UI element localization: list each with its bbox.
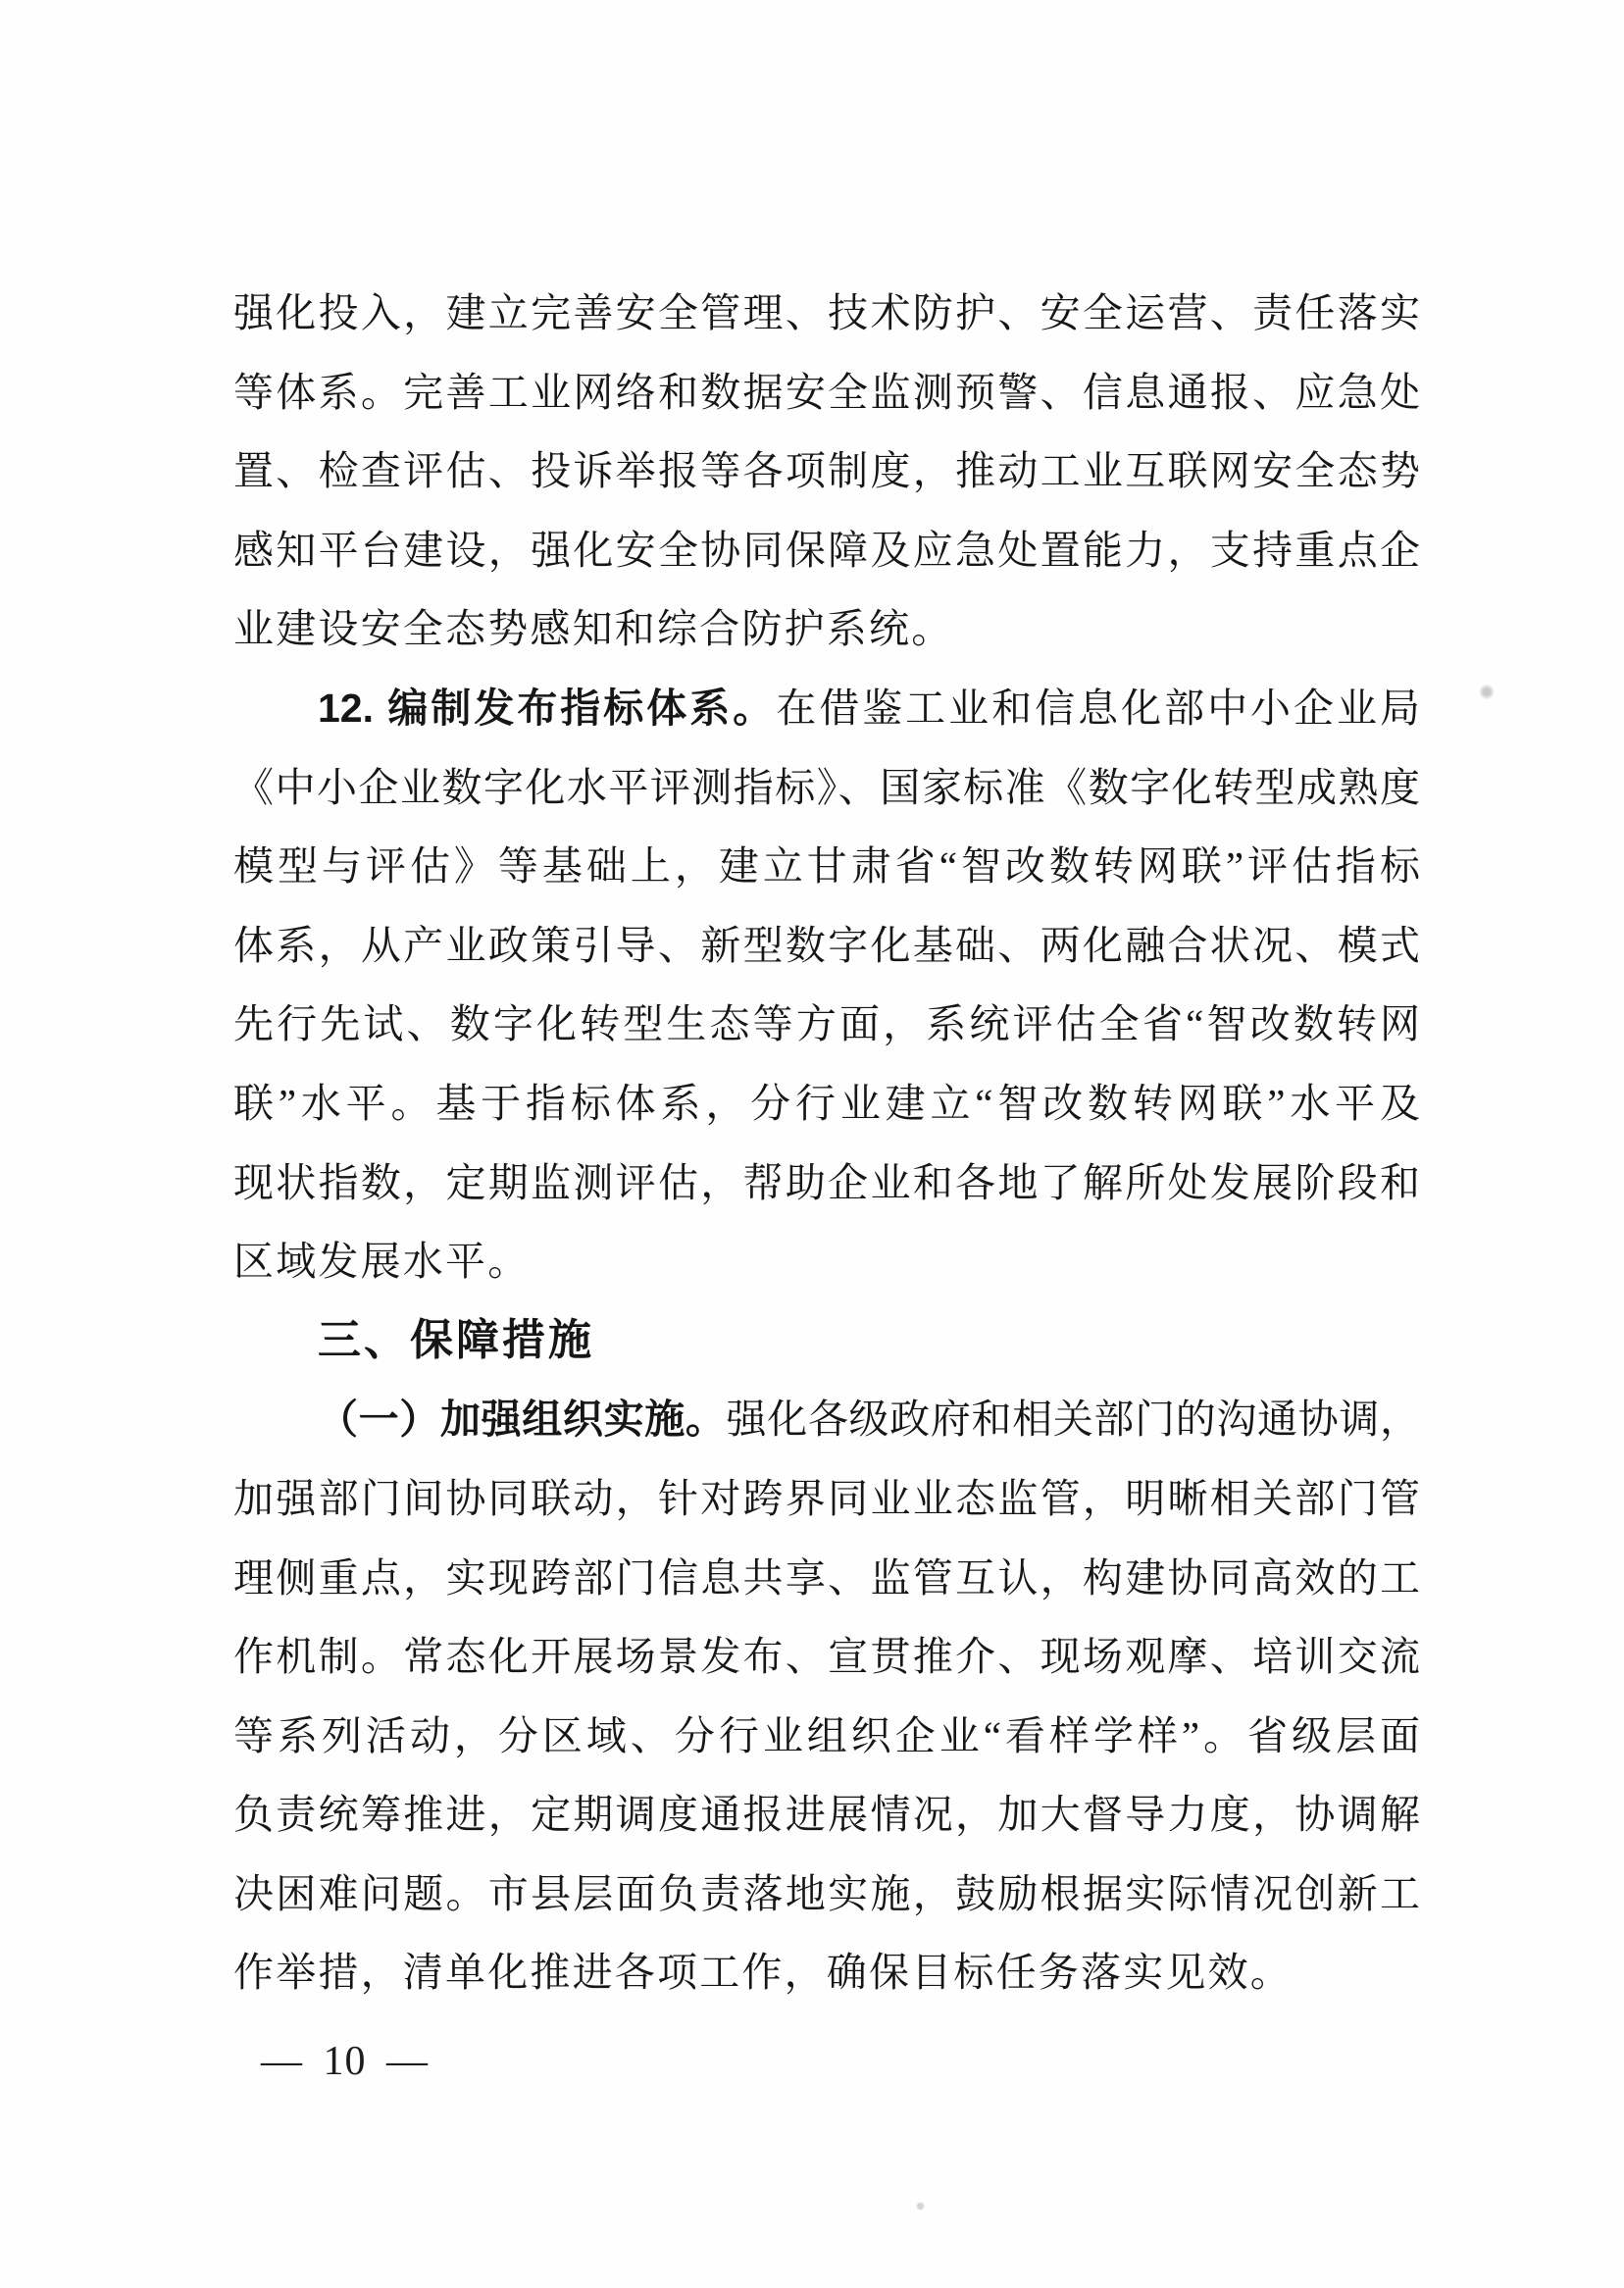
page-number: — 10 — — [261, 2039, 429, 2084]
body-text-segment: 区域发展水平。 — [233, 1239, 531, 1285]
body-text-segment: 加强部门间协同联动，针对跨界同业业态监管，明晰相关部门管 — [233, 1475, 1420, 1521]
body-text-segment: 负责统筹推进，定期调度通报进展情况，加大督导力度，协调解 — [233, 1792, 1420, 1838]
text-line — [233, 1617, 1420, 1697]
emphasis-text-segment: 12. 编制发布指标体系。 — [318, 685, 777, 731]
text-line — [233, 906, 1420, 986]
body-text-segment: 等系列活动，分区域、分行业组织企业“看样学样”。省级层面 — [233, 1712, 1420, 1758]
document-body — [233, 274, 1420, 2012]
body-text-segment: 作机制。常态化开展场景发布、宣贯推介、现场观摩、培训交流 — [233, 1634, 1420, 1680]
body-text-segment: 在借鉴工业和信息化部中小企业局 — [776, 685, 1421, 731]
scan-artifact-speck — [916, 2202, 925, 2211]
text-line — [233, 985, 1420, 1064]
text-line — [233, 1539, 1420, 1618]
text-line — [233, 827, 1420, 906]
body-text-segment: 业建设安全态势感知和综合防护系统。 — [233, 606, 954, 652]
body-text-segment: 强化各级政府和相关部门的沟通协调， — [726, 1397, 1421, 1443]
body-text-segment: 决困难问题。市县层面负责落地实施，鼓励根据实际情况创新工 — [233, 1870, 1420, 1916]
page-footer — [261, 2038, 429, 2085]
section-heading — [233, 1301, 1420, 1381]
text-line — [233, 669, 1420, 748]
text-line — [233, 1697, 1420, 1776]
body-text-segment: 体系，从产业政策引导、新型数字化基础、两化融合状况、模式 — [233, 922, 1420, 968]
text-line — [233, 589, 1420, 669]
text-line — [233, 432, 1420, 511]
body-text-segment: 现状指数，定期监测评估，帮助企业和各地了解所处发展阶段和 — [233, 1159, 1420, 1205]
body-text-segment: 等体系。完善工业网络和数据安全监测预警、信息通报、应急处 — [233, 369, 1420, 415]
body-text-segment: 强化投入，建立完善安全管理、技术防护、安全运营、责任落实 — [233, 290, 1420, 335]
emphasis-text-segment: （一）加强组织实施。 — [318, 1397, 727, 1443]
body-text-segment: 理侧重点，实现跨部门信息共享、监管互认，构建协同高效的工 — [233, 1554, 1420, 1601]
body-text-segment: 《中小企业数字化水平评测指标》、国家标准《数字化转型成熟度 — [233, 764, 1420, 810]
body-text-segment: 模型与评估》等基础上，建立甘肃省“智改数转网联”评估指标 — [233, 843, 1420, 890]
text-line — [233, 1933, 1420, 2012]
text-line — [233, 353, 1420, 432]
text-line — [233, 1380, 1420, 1459]
body-text-segment: 感知平台建设，强化安全协同保障及应急处置能力，支持重点企 — [233, 527, 1420, 573]
text-line — [233, 274, 1420, 353]
body-text-segment: 先行先试、数字化转型生态等方面，系统评估全省“智改数转网 — [233, 1001, 1420, 1047]
emphasis-text-segment: 三、保障措施 — [318, 1315, 594, 1364]
text-line — [233, 1855, 1420, 1934]
text-line — [233, 1775, 1420, 1855]
text-line — [233, 748, 1420, 828]
text-line — [233, 511, 1420, 590]
body-text-segment: 联”水平。基于指标体系，分行业建立“智改数转网联”水平及 — [233, 1080, 1420, 1126]
body-text-segment: 置、检查评估、投诉举报等各项制度，推动工业互联网安全态势 — [233, 448, 1420, 494]
text-line — [233, 1222, 1420, 1301]
text-line — [233, 1144, 1420, 1223]
scan-artifact-speck — [1479, 685, 1495, 699]
text-line — [233, 1459, 1420, 1539]
text-line — [233, 1064, 1420, 1144]
body-text-segment: 作举措，清单化推进各项工作，确保目标任务落实见效。 — [233, 1950, 1293, 1996]
